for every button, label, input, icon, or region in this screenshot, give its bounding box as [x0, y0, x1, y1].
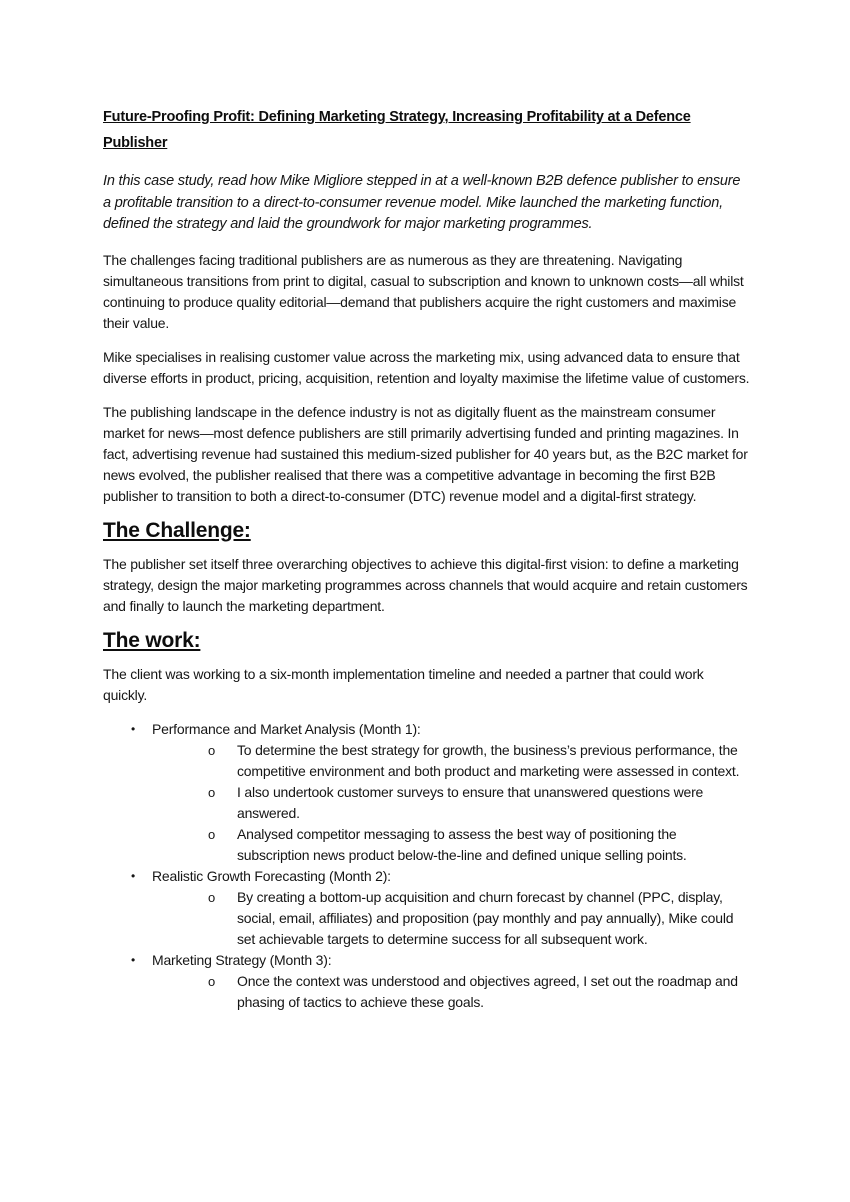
circle-bullet-icon: o	[208, 973, 216, 989]
list-item	[103, 950, 750, 971]
document-title: Future-Proofing Profit: Defining Marketing Strategy, Increasing Profitability at a Defence Publisher	[103, 109, 691, 151]
sub-list-item-text: Once the context was understood and objectives agreed, I set out the roadmap and phasing of tactics to achieve these goals.	[237, 972, 738, 1010]
body-paragraph: The challenges facing traditional publishers are as numerous as they are threatening. Navigating simultaneous transitions from print to digital, casual to subscription and known to unknown costs—all whilst continuing to produce quality editorial—demand that publishers acquire the right customers and maximise their value.	[103, 251, 744, 331]
circle-bullet-icon: o	[208, 784, 216, 800]
circle-bullet-icon: o	[208, 742, 216, 758]
challenge-paragraph: The publisher set itself three overarching objectives to achieve this digital-first vision: to define a marketing strategy, design the major marketing programmes across channels that would acquire and retain customers and finally to launch the marketing department.	[103, 555, 748, 614]
sub-list-item	[103, 971, 750, 1013]
bullet-icon: •	[131, 952, 136, 967]
sub-list-item-text: To determine the best strategy for growth, the business’s previous performance, the competitive environment and both product and marketing were assessed in context.	[237, 741, 740, 779]
list-item	[103, 719, 750, 740]
circle-bullet-icon: o	[208, 889, 216, 905]
sub-list-item	[103, 887, 750, 950]
circle-bullet-icon: o	[208, 826, 216, 842]
work-paragraph: The client was working to a six-month implementation timeline and needed a partner that could work quickly.	[103, 665, 704, 703]
list-item-label: Marketing Strategy (Month 3):	[152, 951, 332, 968]
intro-paragraph: In this case study, read how Mike Migliore stepped in at a well-known B2B defence publisher to ensure a profitable transition to a direct-to-consumer revenue model. Mike launched the marketing function, defined the strategy and laid the groundwork for major marketing programmes.	[103, 173, 741, 232]
list-item-label: Performance and Market Analysis (Month 1):	[152, 720, 421, 737]
bullet-icon: •	[131, 721, 136, 736]
sub-list-item	[103, 782, 750, 824]
body-paragraph: Mike specialises in realising customer value across the marketing mix, using advanced data to ensure that diverse efforts in product, pricing, acquisition, retention and loyalty maximise the lifetime value of customers.	[103, 348, 750, 386]
body-paragraph: The publishing landscape in the defence industry is not as digitally fluent as the mainstream consumer market for news—most defence publishers are still primarily advertising funded and printing magazines. In fact, advertising revenue had sustained this medium-sized publisher for 40 years but, as the B2C market for news evolved, the publisher realised that there was a competitive advantage in becoming the first B2B publisher to transition to both a direct-to-consumer (DTC) revenue model and a digital-first strategy.	[103, 403, 748, 504]
sub-list-item-text: By creating a bottom-up acquisition and churn forecast by channel (PPC, display, social, email, affiliates) and proposition (pay monthly and pay annually), Mike could set achievable targets to determine success for all subsequent work.	[237, 888, 734, 947]
work-heading: The work:	[103, 628, 201, 652]
challenge-heading: The Challenge:	[103, 518, 251, 542]
bullet-icon: •	[131, 868, 136, 883]
sub-list-item	[103, 740, 750, 782]
list-item	[103, 866, 750, 887]
sub-list-item-text: I also undertook customer surveys to ensure that unanswered questions were answered.	[237, 783, 704, 821]
list-item-label: Realistic Growth Forecasting (Month 2):	[152, 867, 391, 884]
sub-list-item	[103, 824, 750, 866]
work-bullet-list	[103, 719, 750, 1013]
sub-list-item-text: Analysed competitor messaging to assess the best way of positioning the subscription news product below-the-line and defined unique selling points.	[237, 825, 687, 863]
